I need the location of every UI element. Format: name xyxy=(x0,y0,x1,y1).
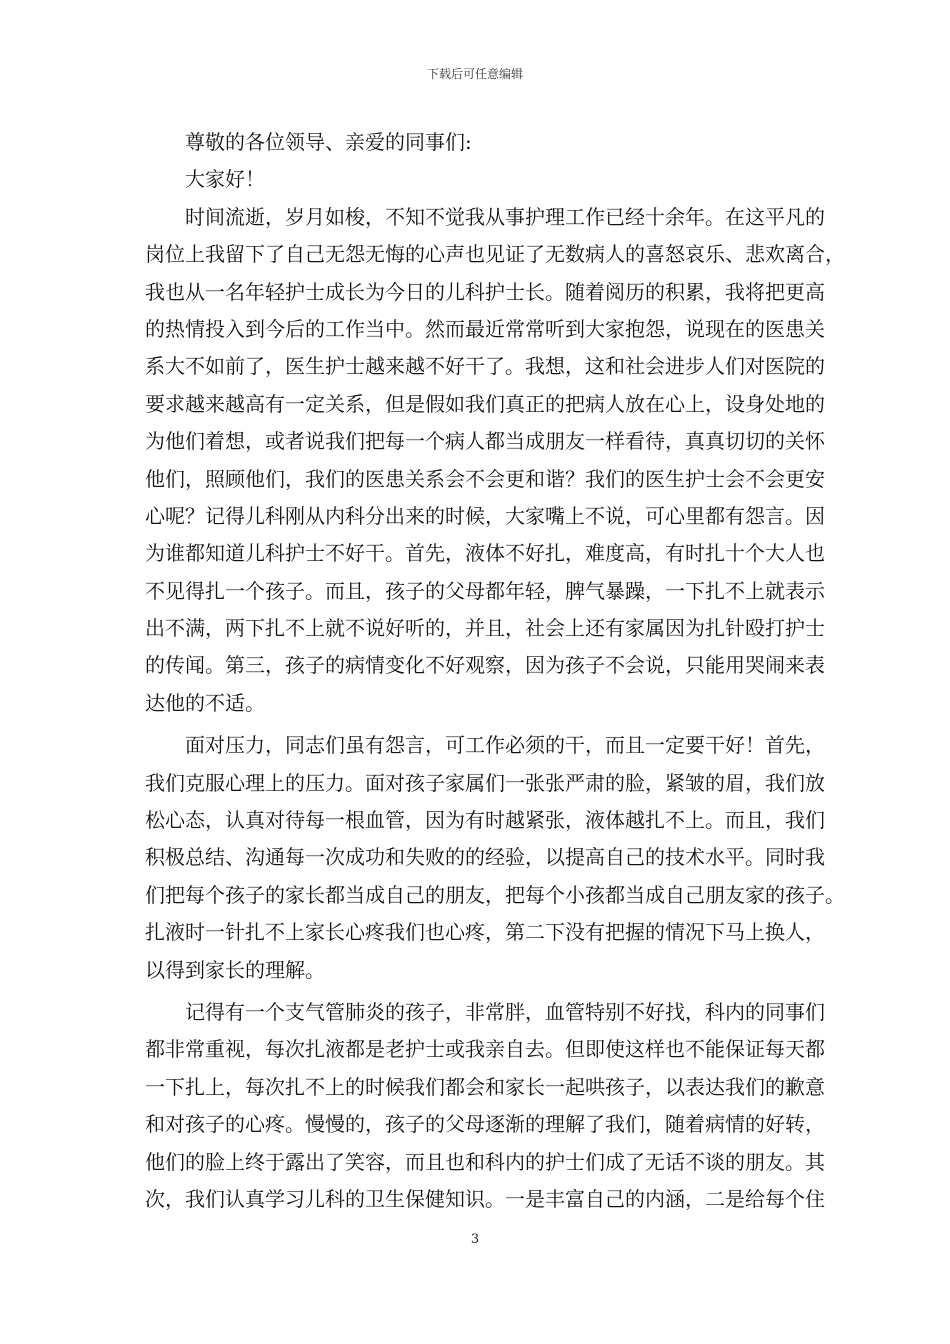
paragraph-line: 达他的不适。 xyxy=(145,690,265,715)
paragraph-line: 扎液时一针扎不上家长心疼我们也心疼，第二下没有把握的情况下马上换人， xyxy=(145,920,825,945)
paragraph-line: 心呢？记得儿科刚从内科分出来的时候，大家嘴上不说，可心里都有怨言。因 xyxy=(145,503,825,528)
paragraph-line: 松心态，认真对待每一根血管，因为有时越紧张，液体越扎不上。而且，我们 xyxy=(145,808,825,833)
greeting-line: 尊敬的各位领导、亲爱的同事们: xyxy=(185,130,472,154)
paragraph-line: 要求越来越高有一定关系，但是假如我们真正的把病人放在心上，设身处地的 xyxy=(145,391,825,416)
paragraph-line: 一下扎上，每次扎不上的时候我们都会和家长一起哄孩子，以表达我们的歉意 xyxy=(145,1074,825,1099)
paragraph-line: 和对孩子的心疼。慢慢的，孩子的父母逐渐的理解了我们，随着病情的好转， xyxy=(145,1112,825,1137)
paragraph-line: 我们克服心理上的压力。面对孩子家属们一张张严肃的脸，紧皱的眉，我们放 xyxy=(145,770,825,795)
page-number: 3 xyxy=(470,1232,480,1247)
paragraph-line: 为他们着想，或者说我们把每一个病人都当成朋友一样看待，真真切切的关怀 xyxy=(145,429,825,454)
hello-line: 大家好！ xyxy=(185,167,265,192)
paragraph-line: 以得到家长的理解。 xyxy=(145,957,325,982)
paragraph-line: 为谁都知道儿科护士不好干。首先，液体不好扎，难度高，有时扎十个大人也 xyxy=(145,541,825,566)
paragraph-line: 时间流逝，岁月如梭，不知不觉我从事护理工作已经十余年。在这平凡的 xyxy=(185,204,825,229)
paragraph-line: 他们，照顾他们，我们的医患关系会不会更和谐？我们的医生护士会不会更安 xyxy=(145,466,825,491)
page-header xyxy=(0,66,950,82)
paragraph-1 xyxy=(145,199,845,722)
paragraph-line: 的传闻。第三，孩子的病情变化不好观察，因为孩子不会说，只能用哭闹来表 xyxy=(145,653,825,678)
paragraph-line: 记得有一个支气管肺炎的孩子，非常胖，血管特别不好找，科内的同事们 xyxy=(185,999,825,1024)
document-body xyxy=(145,124,845,1218)
paragraph-line: 面对压力，同志们虽有怨言，可工作必须的干，而且一定要干好！首先， xyxy=(185,733,825,758)
paragraph-line: 都非常重视，每次扎液都是老护士或我亲自去。但即使这样也不能保证每天都 xyxy=(145,1037,825,1062)
paragraph-line: 次，我们认真学习儿科的卫生保健知识。一是丰富自己的内涵，二是给每个住 xyxy=(145,1186,825,1211)
paragraph-3 xyxy=(145,994,825,1218)
paragraph-line: 岗位上我留下了自己无怨无悔的心声也见证了无数病人的喜怒哀乐、悲欢离合， xyxy=(145,242,845,267)
page-footer xyxy=(0,1232,950,1248)
paragraph-line: 我也从一名年轻护士成长为今日的儿科护士长。随着阅历的积累，我将把更高 xyxy=(145,279,825,304)
header-text: 下载后可任意编辑 xyxy=(426,67,523,81)
paragraph-line: 他们的脸上终于露出了笑容，而且也和科内的护士们成了无话不谈的朋友。其 xyxy=(145,1149,825,1174)
paragraph-line: 的热情投入到今后的工作当中。然而最近常常听到大家抱怨，说现在的医患关 xyxy=(145,316,825,341)
paragraph-line: 们把每个孩子的家长都当成自己的朋友，把每个小孩都当成自己朋友家的孩子。 xyxy=(145,882,845,907)
paragraph-line: 出不满，两下扎不上就不说好听的，并且，社会上还有家属因为扎针殴打护士 xyxy=(145,616,825,641)
paragraph-line: 系大不如前了，医生护士越来越不好干了。我想，这和社会进步人们对医院的 xyxy=(145,354,825,379)
paragraph-line: 不见得扎一个孩子。而且，孩子的父母都年轻，脾气暴躁，一下扎不上就表示 xyxy=(145,578,825,603)
paragraph-line: 积极总结、沟通每一次成功和失败的的经验，以提高自己的技术水平。同时我 xyxy=(145,845,825,870)
paragraph-2 xyxy=(145,727,845,989)
